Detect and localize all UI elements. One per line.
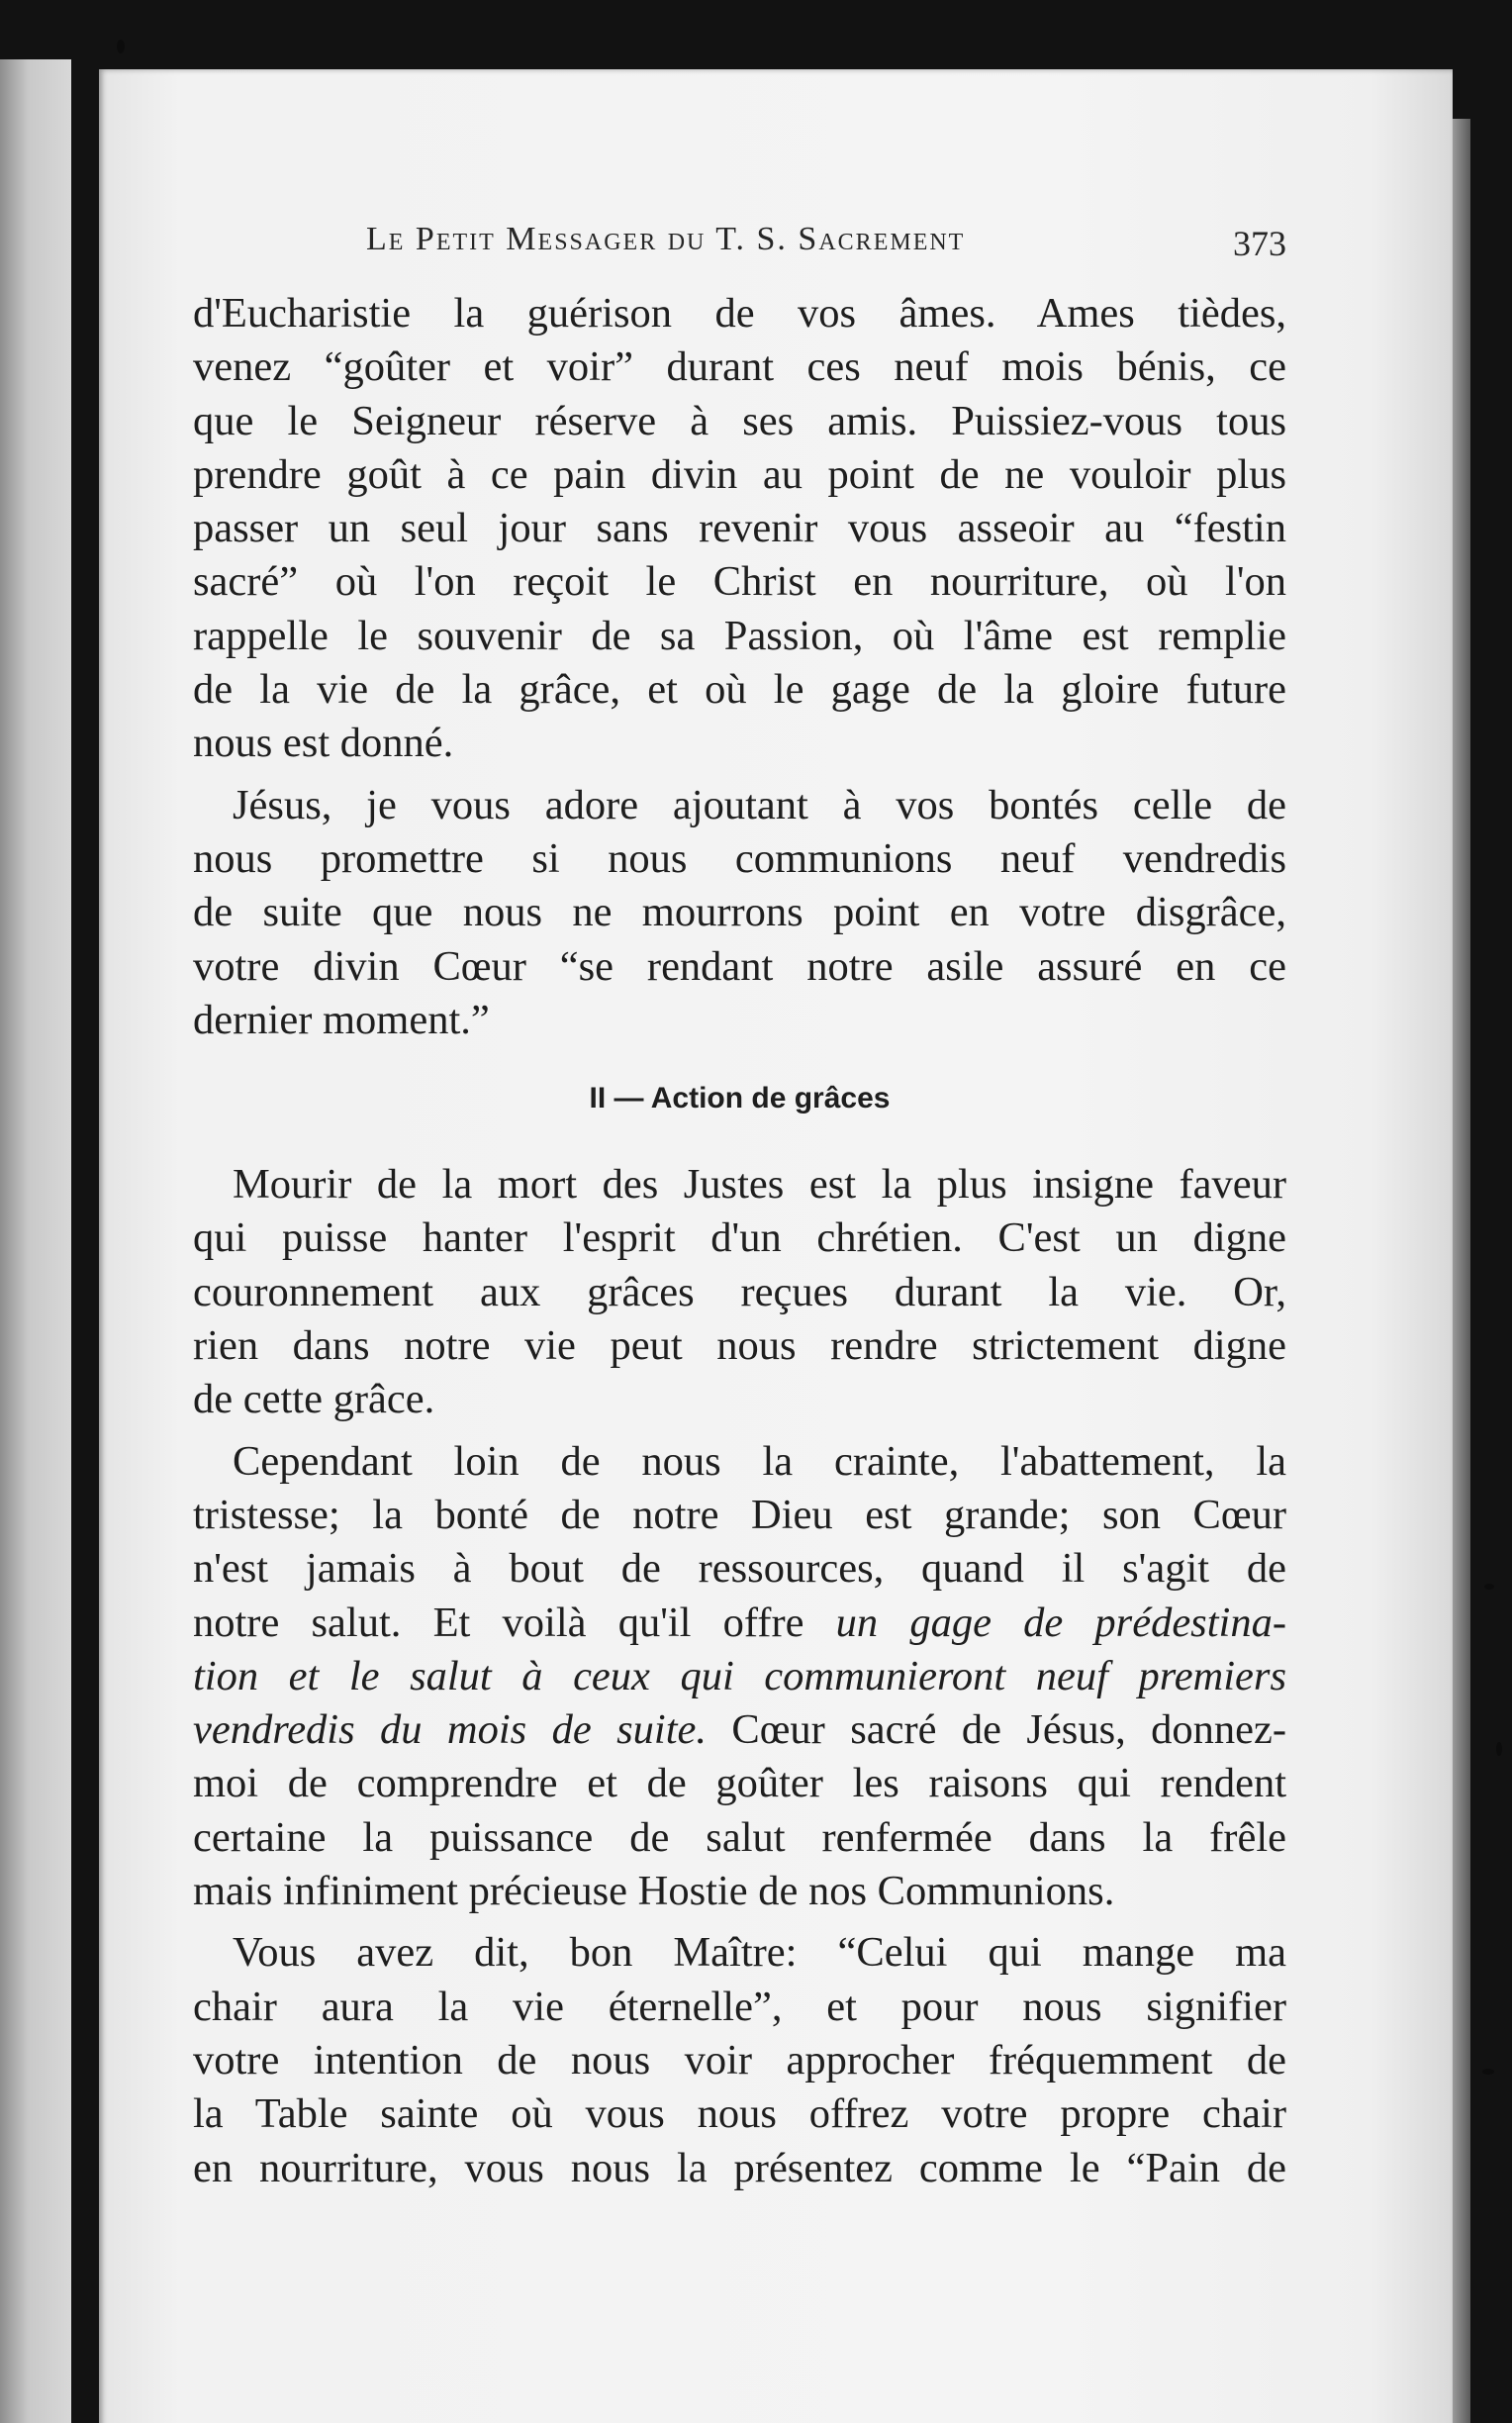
italic-run: vendredis du mois de suite. bbox=[193, 1706, 707, 1754]
text-line: couronnement aux grâces reçues durant la vie. Or, bbox=[193, 1268, 1286, 1315]
running-title: Le Petit Messager du T. S. Sacrement bbox=[366, 221, 966, 257]
text-line: passer un seul jour sans revenir vous asseoir au “festin bbox=[193, 505, 1286, 552]
text-line: certaine la puissance de salut renfermée dans la frêle bbox=[193, 1813, 1286, 1861]
text-line-mixed bbox=[193, 1597, 1286, 1650]
text-line: dernier moment.” bbox=[193, 996, 490, 1043]
text-line: chair aura la vie éternelle”, et pour nous signifier bbox=[193, 1983, 1286, 2030]
text-line: rien dans notre vie peut nous rendre strictement digne bbox=[193, 1322, 1286, 1370]
body-text bbox=[193, 287, 1286, 2195]
text-line: prendre goût à ce pain divin au point de ne vouloir plus bbox=[193, 450, 1286, 498]
roman-run: notre salut. Et voilà qu'il offre bbox=[193, 1599, 836, 1646]
ink-speck bbox=[1496, 1742, 1502, 1756]
paragraph-gap bbox=[193, 771, 1286, 779]
text-line: votre divin Cœur “se rendant notre asile assuré en ce bbox=[193, 942, 1286, 990]
text-line: mais infiniment précieuse Hostie de nos Communions. bbox=[193, 1868, 1115, 1915]
paragraph bbox=[193, 1435, 1286, 1919]
text-line: moi de comprendre et de goûter les raisons qui rendent bbox=[193, 1760, 1286, 1807]
paragraph bbox=[193, 287, 1286, 771]
italic-run: un gage de prédestina- bbox=[835, 1599, 1286, 1646]
ink-speck bbox=[1484, 1584, 1494, 1590]
text-line: d'Eucharistie la guérison de vos âmes. Ames tièdes, bbox=[193, 290, 1286, 337]
paragraph-gap bbox=[193, 1427, 1286, 1435]
text-line: nous promettre si nous communions neuf vendredis bbox=[193, 834, 1286, 882]
previous-page-edge bbox=[0, 59, 71, 2423]
running-head bbox=[267, 203, 1286, 262]
roman-run: Cœur sacré de Jésus, donnez- bbox=[707, 1706, 1287, 1754]
paragraph bbox=[193, 1926, 1286, 2194]
text-line: Cependant loin de nous la crainte, l'abattement, la bbox=[233, 1437, 1286, 1485]
text-line: sacré” où l'on reçoit le Christ en nourriture, où l'on bbox=[193, 558, 1286, 606]
text-line: n'est jamais à bout de ressources, quand il s'agit de bbox=[193, 1545, 1286, 1593]
text-line: qui puisse hanter l'esprit d'un chrétien. C'est un digne bbox=[193, 1214, 1286, 1262]
text-line: de cette grâce. bbox=[193, 1376, 435, 1423]
text-line: en nourriture, vous nous la présentez comme le “Pain de bbox=[193, 2144, 1286, 2191]
text-line-mixed bbox=[193, 1703, 1286, 1757]
ink-speck bbox=[117, 40, 125, 53]
paragraph bbox=[193, 779, 1286, 1047]
page-shadow-edge bbox=[1453, 119, 1470, 2423]
text-line: Vous avez dit, bon Maître: “Celui qui mange ma bbox=[233, 1929, 1286, 1977]
ink-speck bbox=[1482, 2069, 1494, 2075]
text-line: la Table sainte où vous nous offrez votre propre chair bbox=[193, 2090, 1286, 2138]
text-line: votre intention de nous voir approcher fréquemment de bbox=[193, 2036, 1286, 2084]
paragraph-gap bbox=[193, 1918, 1286, 1926]
text-line: de suite que nous ne mourrons point en votre disgrâce, bbox=[193, 889, 1286, 936]
text-line: Jésus, je vous adore ajoutant à vos bontés celle de bbox=[233, 781, 1286, 828]
text-line: de la vie de la grâce, et où le gage de la gloire future bbox=[193, 666, 1286, 714]
text-line: Mourir de la mort des Justes est la plus insigne faveur bbox=[233, 1161, 1286, 1209]
text-line: que le Seigneur réserve à ses amis. Puissiez-vous tous bbox=[193, 397, 1286, 444]
text-line: venez “goûter et voir” durant ces neuf mois bénis, ce bbox=[193, 343, 1286, 391]
paragraph bbox=[193, 1158, 1286, 1426]
text-line: nous est donné. bbox=[193, 720, 454, 767]
page-number: 373 bbox=[1233, 224, 1286, 263]
text-line: tristesse; la bonté de notre Dieu est grande; son Cœur bbox=[193, 1491, 1286, 1538]
section-heading: II — Action de grâces bbox=[589, 1082, 891, 1115]
text-line: rappelle le souvenir de sa Passion, où l'âme est remplie bbox=[193, 612, 1286, 659]
text-line-italic: tion et le salut à ceux qui communieront neuf premiers bbox=[193, 1652, 1286, 1699]
